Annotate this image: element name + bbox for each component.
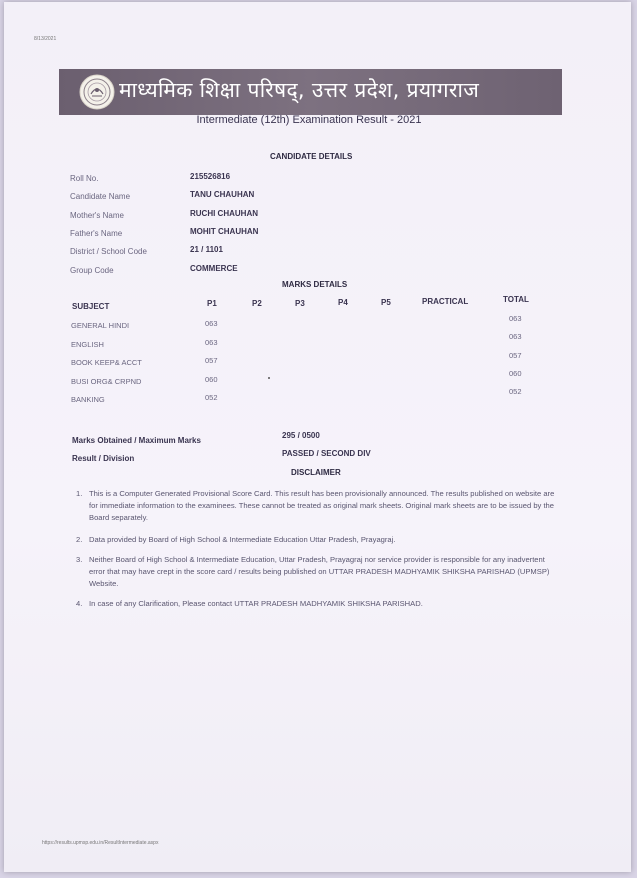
disclaimer-item-3: 3. Neither Board of High School & Intermediate Education, Uttar Pradesh, Prayagraj nor service provider is responsible for any inadvertent error that may have crept in the score card / results being published on UTTAR PRADESH MADHYAMIK SHIKSHA PARISHAD (UPMSP) Website.: [76, 555, 550, 588]
disclaimer-item-1: 1. This is a Computer Generated Provisional Score Card. This result has been provisionally announced. The results published on website are for immediate information to the examinees. These cannot be treated as original mark sheets. Original mark sheets are to be issued by the Board separately.: [76, 489, 555, 522]
district-school-code-value: 21 / 1101: [190, 245, 223, 254]
subject-total-mark: 052: [509, 387, 522, 396]
district-school-code-label: District / School Code: [70, 247, 147, 256]
roll-no-value: 215526816: [190, 172, 231, 181]
candidate-name-label: Candidate Name: [70, 192, 131, 201]
subject-p1-mark: 063: [205, 319, 218, 328]
subject-total-mark: 063: [509, 314, 522, 323]
result-division-value: PASSED / SECOND DIV: [282, 449, 371, 458]
col-header-subject: SUBJECT: [72, 302, 110, 311]
disclaimer-title: DISCLAIMER: [291, 468, 341, 477]
group-code-label: Group Code: [70, 266, 114, 275]
subject-p1-mark: 057: [205, 356, 218, 365]
col-header-total: TOTAL: [503, 295, 529, 304]
subject-name: BANKING: [71, 395, 105, 404]
candidate-section-title: CANDIDATE DETAILS: [270, 152, 353, 161]
disclaimer-item-4: 4. In case of any Clarification, Please contact UTTAR PRADESH MADHYAMIK SHIKSHA PARISHAD.: [76, 599, 423, 608]
stray-mark: [268, 377, 270, 379]
print-date: 8/13/2021: [34, 36, 57, 42]
mother-name-label: Mother's Name: [70, 211, 124, 220]
candidate-name-value: TANU CHAUHAN: [190, 190, 255, 199]
disclaimer-item-2: 2. Data provided by Board of High School & Intermediate Education Uttar Pradesh, Prayagraj.: [76, 535, 396, 544]
group-code-value: COMMERCE: [190, 264, 238, 273]
subject-p1-mark: 060: [205, 375, 218, 384]
subject-name: BUSI ORG& CRPND: [71, 377, 142, 386]
result-division-label: Result / Division: [72, 454, 135, 463]
subject-p1-mark: 063: [205, 338, 218, 347]
col-header-p5: P5: [381, 298, 391, 307]
source-url: https://results.upmsp.edu.in/ResultIntermediate.aspx: [42, 840, 159, 846]
roll-no-label: Roll No.: [70, 174, 99, 183]
subject-total-mark: 063: [509, 332, 522, 341]
father-name-value: MOHIT CHAUHAN: [190, 227, 259, 236]
subject-p1-mark: 052: [205, 393, 218, 402]
board-title: माध्यमिक शिक्षा परिषद्, उत्तर प्रदेश, प्रयागराज: [119, 78, 480, 102]
subject-total-mark: 057: [509, 351, 522, 360]
marks-section-title: MARKS DETAILS: [282, 280, 348, 289]
subject-total-mark: 060: [509, 369, 522, 378]
subject-name: BOOK KEEP& ACCT: [71, 358, 142, 367]
subject-name: GENERAL HINDI: [71, 321, 130, 330]
marks-obtained-value: 295 / 0500: [282, 431, 320, 440]
mother-name-value: RUCHI CHAUHAN: [190, 209, 258, 218]
result-page: [4, 2, 631, 872]
col-header-p3: P3: [295, 299, 305, 308]
board-emblem-icon: [79, 74, 115, 110]
col-header-p1: P1: [207, 299, 217, 308]
col-header-p2: P2: [252, 299, 262, 308]
father-name-label: Father's Name: [70, 229, 123, 238]
col-header-practical: PRACTICAL: [422, 297, 469, 306]
subject-name: ENGLISH: [71, 340, 104, 349]
marks-obtained-label: Marks Obtained / Maximum Marks: [72, 436, 201, 445]
header-banner: [59, 69, 562, 115]
col-header-p4: P4: [338, 298, 348, 307]
exam-title: Intermediate (12th) Examination Result - 2021: [196, 114, 422, 126]
